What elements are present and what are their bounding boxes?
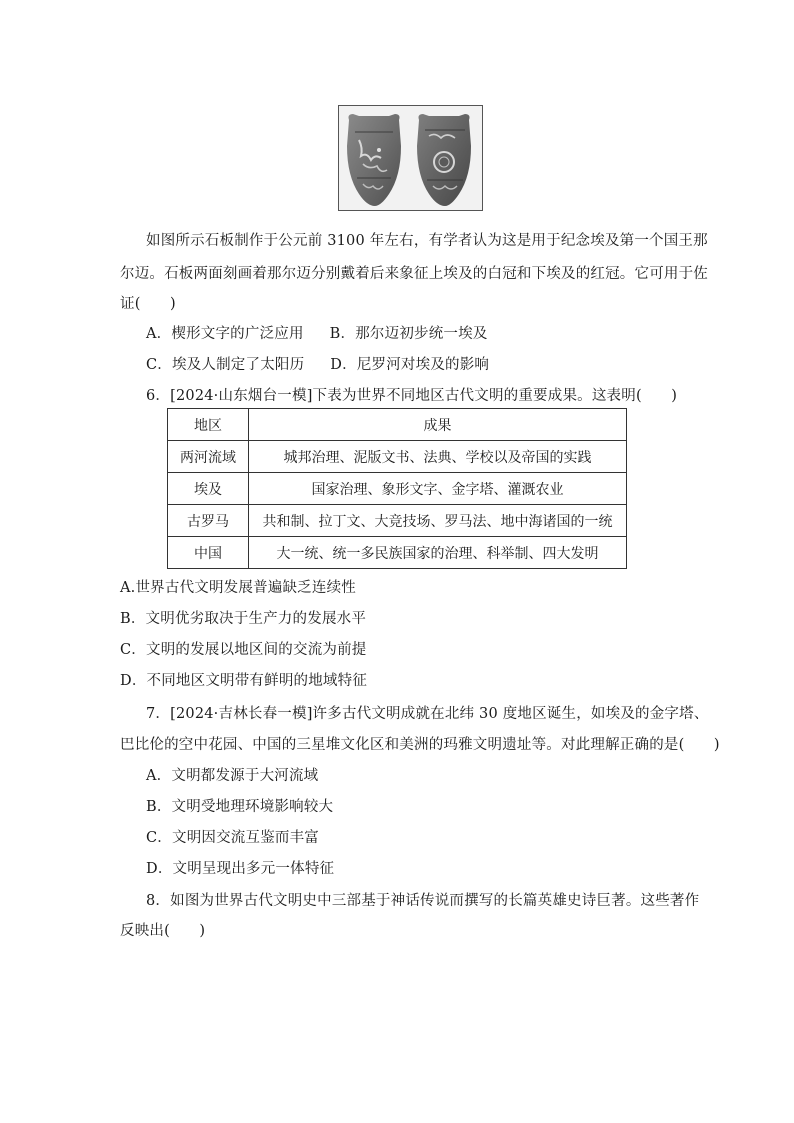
table-row — [168, 537, 627, 569]
table-cell-achievements: 国家治理、象形文字、金字塔、灌溉农业 — [249, 473, 627, 505]
narmer-palette-image — [338, 105, 483, 211]
table-row — [168, 505, 627, 537]
q7-stem-line-1: 7．[2024·吉林长春一模]许多古代文明成就在北纬 30 度地区诞生，如埃及的金字塔、 — [146, 706, 709, 722]
table-cell-achievements: 共和制、拉丁文、大竞技场、罗马法、地中海诸国的一统 — [249, 505, 627, 537]
q5-option-b[interactable]: B．那尔迈初步统一埃及 — [329, 326, 488, 342]
table-header-achievements: 成果 — [249, 409, 627, 441]
q5-option-d[interactable]: D．尼罗河对埃及的影响 — [330, 357, 490, 373]
q7-option-d[interactable]: D．文明呈现出多元一体特征 — [146, 861, 335, 877]
q5-stem-line-3: 证( ) — [120, 296, 176, 312]
q7-stem-line-2: 巴比伦的空中花园、中国的三星堆文化区和美洲的玛雅文明遗址等。对此理解正确的是( ) — [120, 737, 720, 753]
q6-results-table — [167, 408, 627, 569]
table-cell-achievements: 大一统、统一多民族国家的治理、科举制、四大发明 — [249, 537, 627, 569]
q6-option-a[interactable]: A.世界古代文明发展普遍缺乏连续性 — [120, 580, 356, 596]
q8-stem-line-1: 8．如图为世界古代文明史中三部基于神话传说而撰写的长篇英雄史诗巨著。这些著作 — [146, 893, 700, 909]
q8-stem-line-2: 反映出( ) — [120, 923, 206, 939]
q6-option-b[interactable]: B．文明优劣取决于生产力的发展水平 — [120, 611, 367, 627]
table-cell-region: 埃及 — [168, 473, 249, 505]
table-cell-region: 两河流域 — [168, 441, 249, 473]
q5-option-a[interactable]: A．楔形文字的广泛应用 — [146, 326, 304, 342]
q6-option-c[interactable]: C．文明的发展以地区间的交流为前提 — [120, 642, 367, 658]
q7-option-b[interactable]: B．文明受地理环境影响较大 — [146, 799, 334, 815]
table-cell-region: 中国 — [168, 537, 249, 569]
q5-option-c[interactable]: C．埃及人制定了太阳历 — [146, 357, 305, 373]
q7-option-c[interactable]: C．文明因交流互鉴而丰富 — [146, 830, 319, 846]
palette-illustration — [339, 106, 482, 210]
q5-stem-line-1: 如图所示石板制作于公元前 3100 年左右，有学者认为这是用于纪念埃及第一个国王那 — [146, 233, 708, 249]
table-cell-region: 古罗马 — [168, 505, 249, 537]
table-row — [168, 441, 627, 473]
q6-option-d[interactable]: D．不同地区文明带有鲜明的地域特征 — [120, 673, 368, 689]
table-row — [168, 473, 627, 505]
table-header-region: 地区 — [168, 409, 249, 441]
q6-stem: 6．[2024·山东烟台一模]下表为世界不同地区古代文明的重要成果。这表明( ) — [146, 388, 678, 404]
q7-option-a[interactable]: A．文明都发源于大河流域 — [146, 768, 319, 784]
table-cell-achievements: 城邦治理、泥版文书、法典、学校以及帝国的实践 — [249, 441, 627, 473]
table-header-row — [168, 409, 627, 441]
q5-options-row-2 — [146, 353, 489, 374]
q5-stem-line-2: 尔迈。石板两面刻画着那尔迈分别戴着后来象征上埃及的白冠和下埃及的红冠。它可用于佐 — [120, 266, 708, 282]
q5-options-row-1 — [146, 322, 488, 343]
